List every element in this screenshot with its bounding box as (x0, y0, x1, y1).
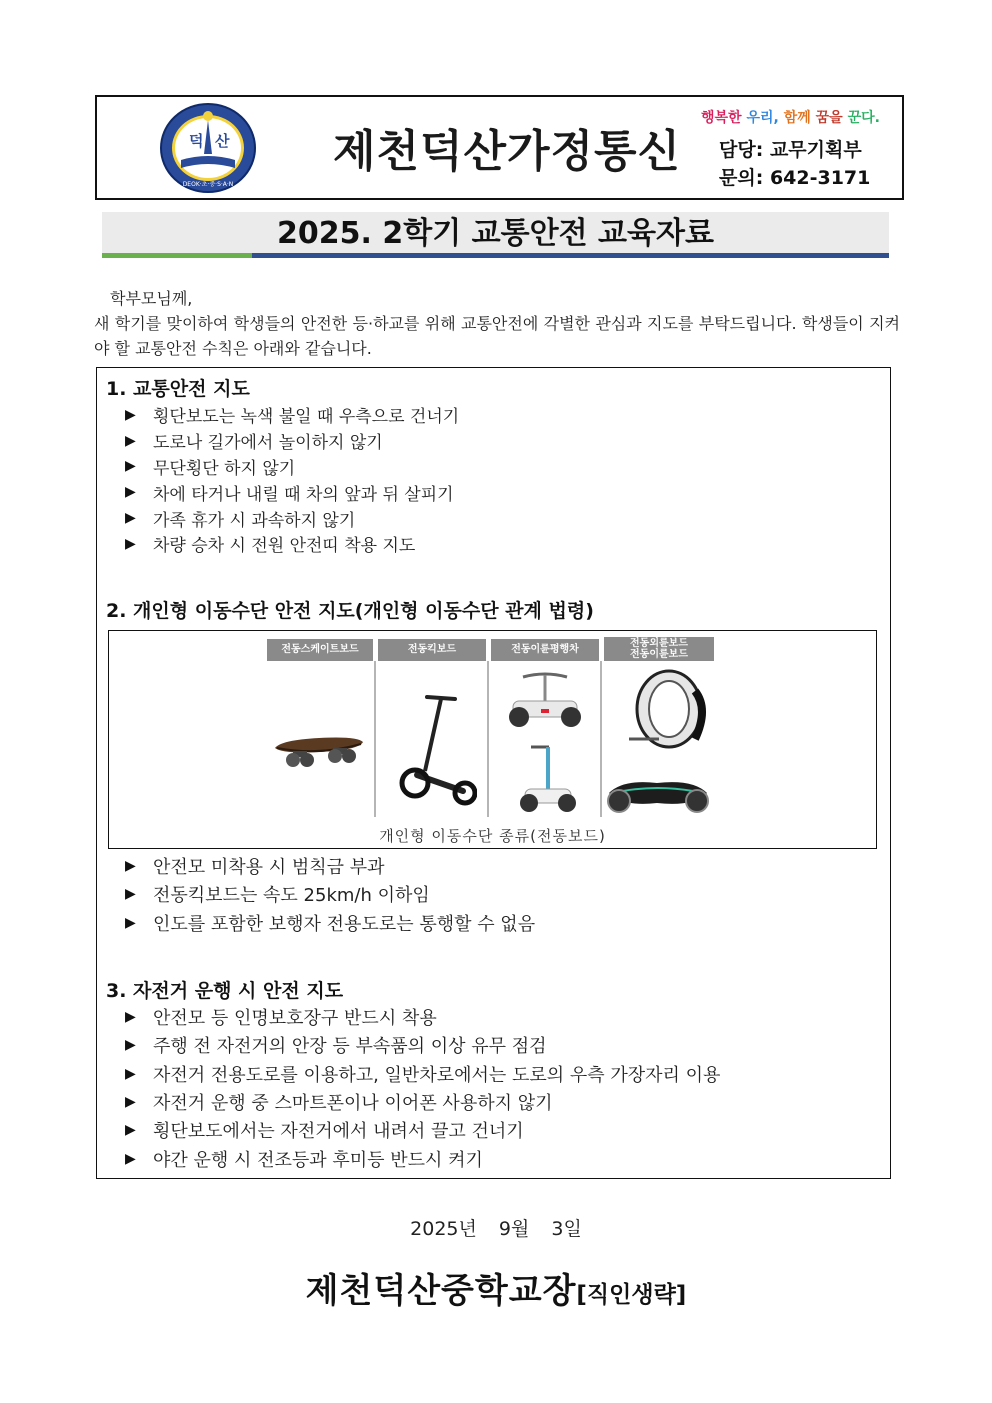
newsletter-title: 제천덕산가정통신 (332, 126, 682, 177)
document-title-bar (102, 212, 889, 258)
contact-dept (719, 135, 862, 162)
mobility-devices-figure (108, 630, 877, 849)
label-electric-skateboard: 전동스케이트보드 (267, 639, 373, 661)
section-1-list (125, 402, 459, 557)
inquiry-value: 642-3171 (769, 167, 871, 189)
contact-value: 교무기획부 (769, 139, 862, 161)
school-slogan (701, 107, 880, 127)
bullet-icon: ▶ (125, 484, 136, 501)
label-unicycle-hoverboard (604, 637, 714, 661)
slogan-word: 꾼다. (847, 110, 880, 126)
intro-text (94, 286, 900, 361)
list-item: ▶ 횡단보도에서는 자전거에서 내려서 끌고 건너기 (125, 1121, 524, 1143)
principal-name: 제천덕산중학교장 (305, 1271, 577, 1311)
figure-caption: 개인형 이동수단 종류(전동보드) (379, 827, 606, 845)
bullet-icon: ▶ (125, 510, 136, 527)
electric-unicycle-icon (619, 667, 709, 755)
document-title: 2025. 2학기 교통안전 교육자료 (277, 216, 714, 251)
list-item: ▶ 야간 운행 시 전조등과 후미등 반드시 켜기 (125, 1149, 483, 1171)
label-two-wheel-balance: 전동이륜평행차 (491, 639, 599, 661)
bullet-icon: ▶ (125, 858, 136, 875)
bullet-icon: ▶ (125, 406, 136, 423)
section-1-title: 1. 교통안전 지도 (106, 378, 250, 400)
list-item: ▶ 전동킥보드는 속도 25km/h 이하임 (125, 885, 430, 907)
seal-omitted-note: [직인생략] (576, 1282, 687, 1308)
slogan-word: 함께 (783, 110, 816, 126)
intro-body: 새 학기를 맞이하여 학생들의 안전한 등·하교를 위해 교통안전에 각별한 관심과 지도를 부탁드립니다. 학생들이 지켜야 할 교통안전 수칙은 아래와 같습니다. (94, 314, 900, 358)
list-item: ▶ 도로나 길가에서 놀이하지 않기 (125, 432, 383, 454)
list-item: ▶ 자전거 전용도로를 이용하고, 일반차로에서는 도로의 우측 가장자리 이용 (125, 1064, 721, 1086)
section-2-list (125, 852, 535, 937)
bullet-icon: ▶ (125, 458, 136, 475)
contact-phone (719, 163, 870, 190)
section-3-title: 3. 자전거 운행 시 안전 지도 (106, 980, 344, 1002)
list-item: ▶ 인도를 포함한 보행자 전용도로는 통행할 수 없음 (125, 913, 536, 935)
label-electric-hoverboard: 전동이륜보드 (630, 649, 688, 660)
inquiry-label: 문의: (719, 167, 764, 189)
self-balancing-scooter-icon (505, 669, 585, 731)
title-underline-green (102, 253, 252, 258)
logo-char-right: 산 (215, 132, 230, 150)
list-item: ▶ 차량 승차 시 전원 안전띠 착용 지도 (125, 535, 416, 557)
bullet-icon: ▶ (125, 886, 136, 903)
bullet-icon: ▶ (125, 1150, 136, 1167)
label-electric-unicycle: 전동외륜보드 (630, 638, 688, 649)
school-logo-icon (159, 102, 257, 194)
electric-kickboard-icon (391, 691, 477, 807)
bullet-icon: ▶ (125, 1009, 136, 1026)
contact-label: 담당: (719, 139, 764, 161)
mini-segway-icon (519, 743, 577, 815)
section-3-list (125, 1003, 720, 1173)
list-item: ▶ 차에 타거나 내릴 때 차의 앞과 뒤 살피기 (125, 484, 454, 505)
list-item: ▶ 가족 휴가 시 과속하지 않기 (125, 510, 356, 531)
list-item: ▶ 자전거 운행 중 스마트폰이나 이어폰 사용하지 않기 (125, 1093, 553, 1115)
logo-bottom-text: DEOK·초·중·S·A·N (182, 181, 234, 188)
principal-signature (0, 1263, 992, 1312)
title-underline-blue (252, 253, 889, 258)
list-item: ▶ 안전모 등 인명보호장구 반드시 착용 (125, 1008, 437, 1030)
electric-skateboard-icon (271, 726, 367, 776)
bullet-icon: ▶ (125, 535, 136, 552)
list-item: ▶ 횡단보도는 녹색 불일 때 우측으로 건너기 (125, 406, 460, 428)
logo-char-left: 덕 (189, 132, 204, 150)
date-month: 9월 (498, 1218, 530, 1240)
date-day: 3일 (551, 1218, 582, 1240)
electric-hoverboard-icon (603, 771, 713, 819)
slogan-word: 우리, (746, 110, 784, 126)
bullet-icon: ▶ (125, 432, 136, 449)
figure-divider (487, 661, 489, 817)
bullet-icon: ▶ (125, 1037, 136, 1054)
slogan-word: 행복한 (701, 110, 747, 126)
list-item: ▶ 안전모 미착용 시 범칙금 부과 (125, 857, 385, 879)
list-item: ▶ 주행 전 자전거의 안장 등 부속품의 이상 유무 점검 (125, 1036, 547, 1058)
bullet-icon: ▶ (125, 1094, 136, 1111)
figure-divider (374, 661, 376, 817)
bullet-icon: ▶ (125, 1065, 136, 1082)
greeting: 학부모님께, (110, 289, 193, 308)
list-item: ▶ 무단횡단 하지 않기 (125, 458, 296, 479)
figure-divider (600, 661, 602, 817)
guidance-box (96, 367, 891, 1179)
date-year: 2025년 (410, 1218, 477, 1240)
school-header (95, 95, 904, 200)
section-2-title: 2. 개인형 이동수단 안전 지도(개인형 이동수단 관계 법령) (106, 600, 594, 622)
bullet-icon: ▶ (125, 914, 136, 931)
label-electric-kickboard: 전동킥보드 (378, 639, 486, 661)
slogan-word: 꿈을 (815, 110, 848, 126)
bullet-icon: ▶ (125, 1122, 136, 1139)
document-date (0, 1214, 992, 1241)
